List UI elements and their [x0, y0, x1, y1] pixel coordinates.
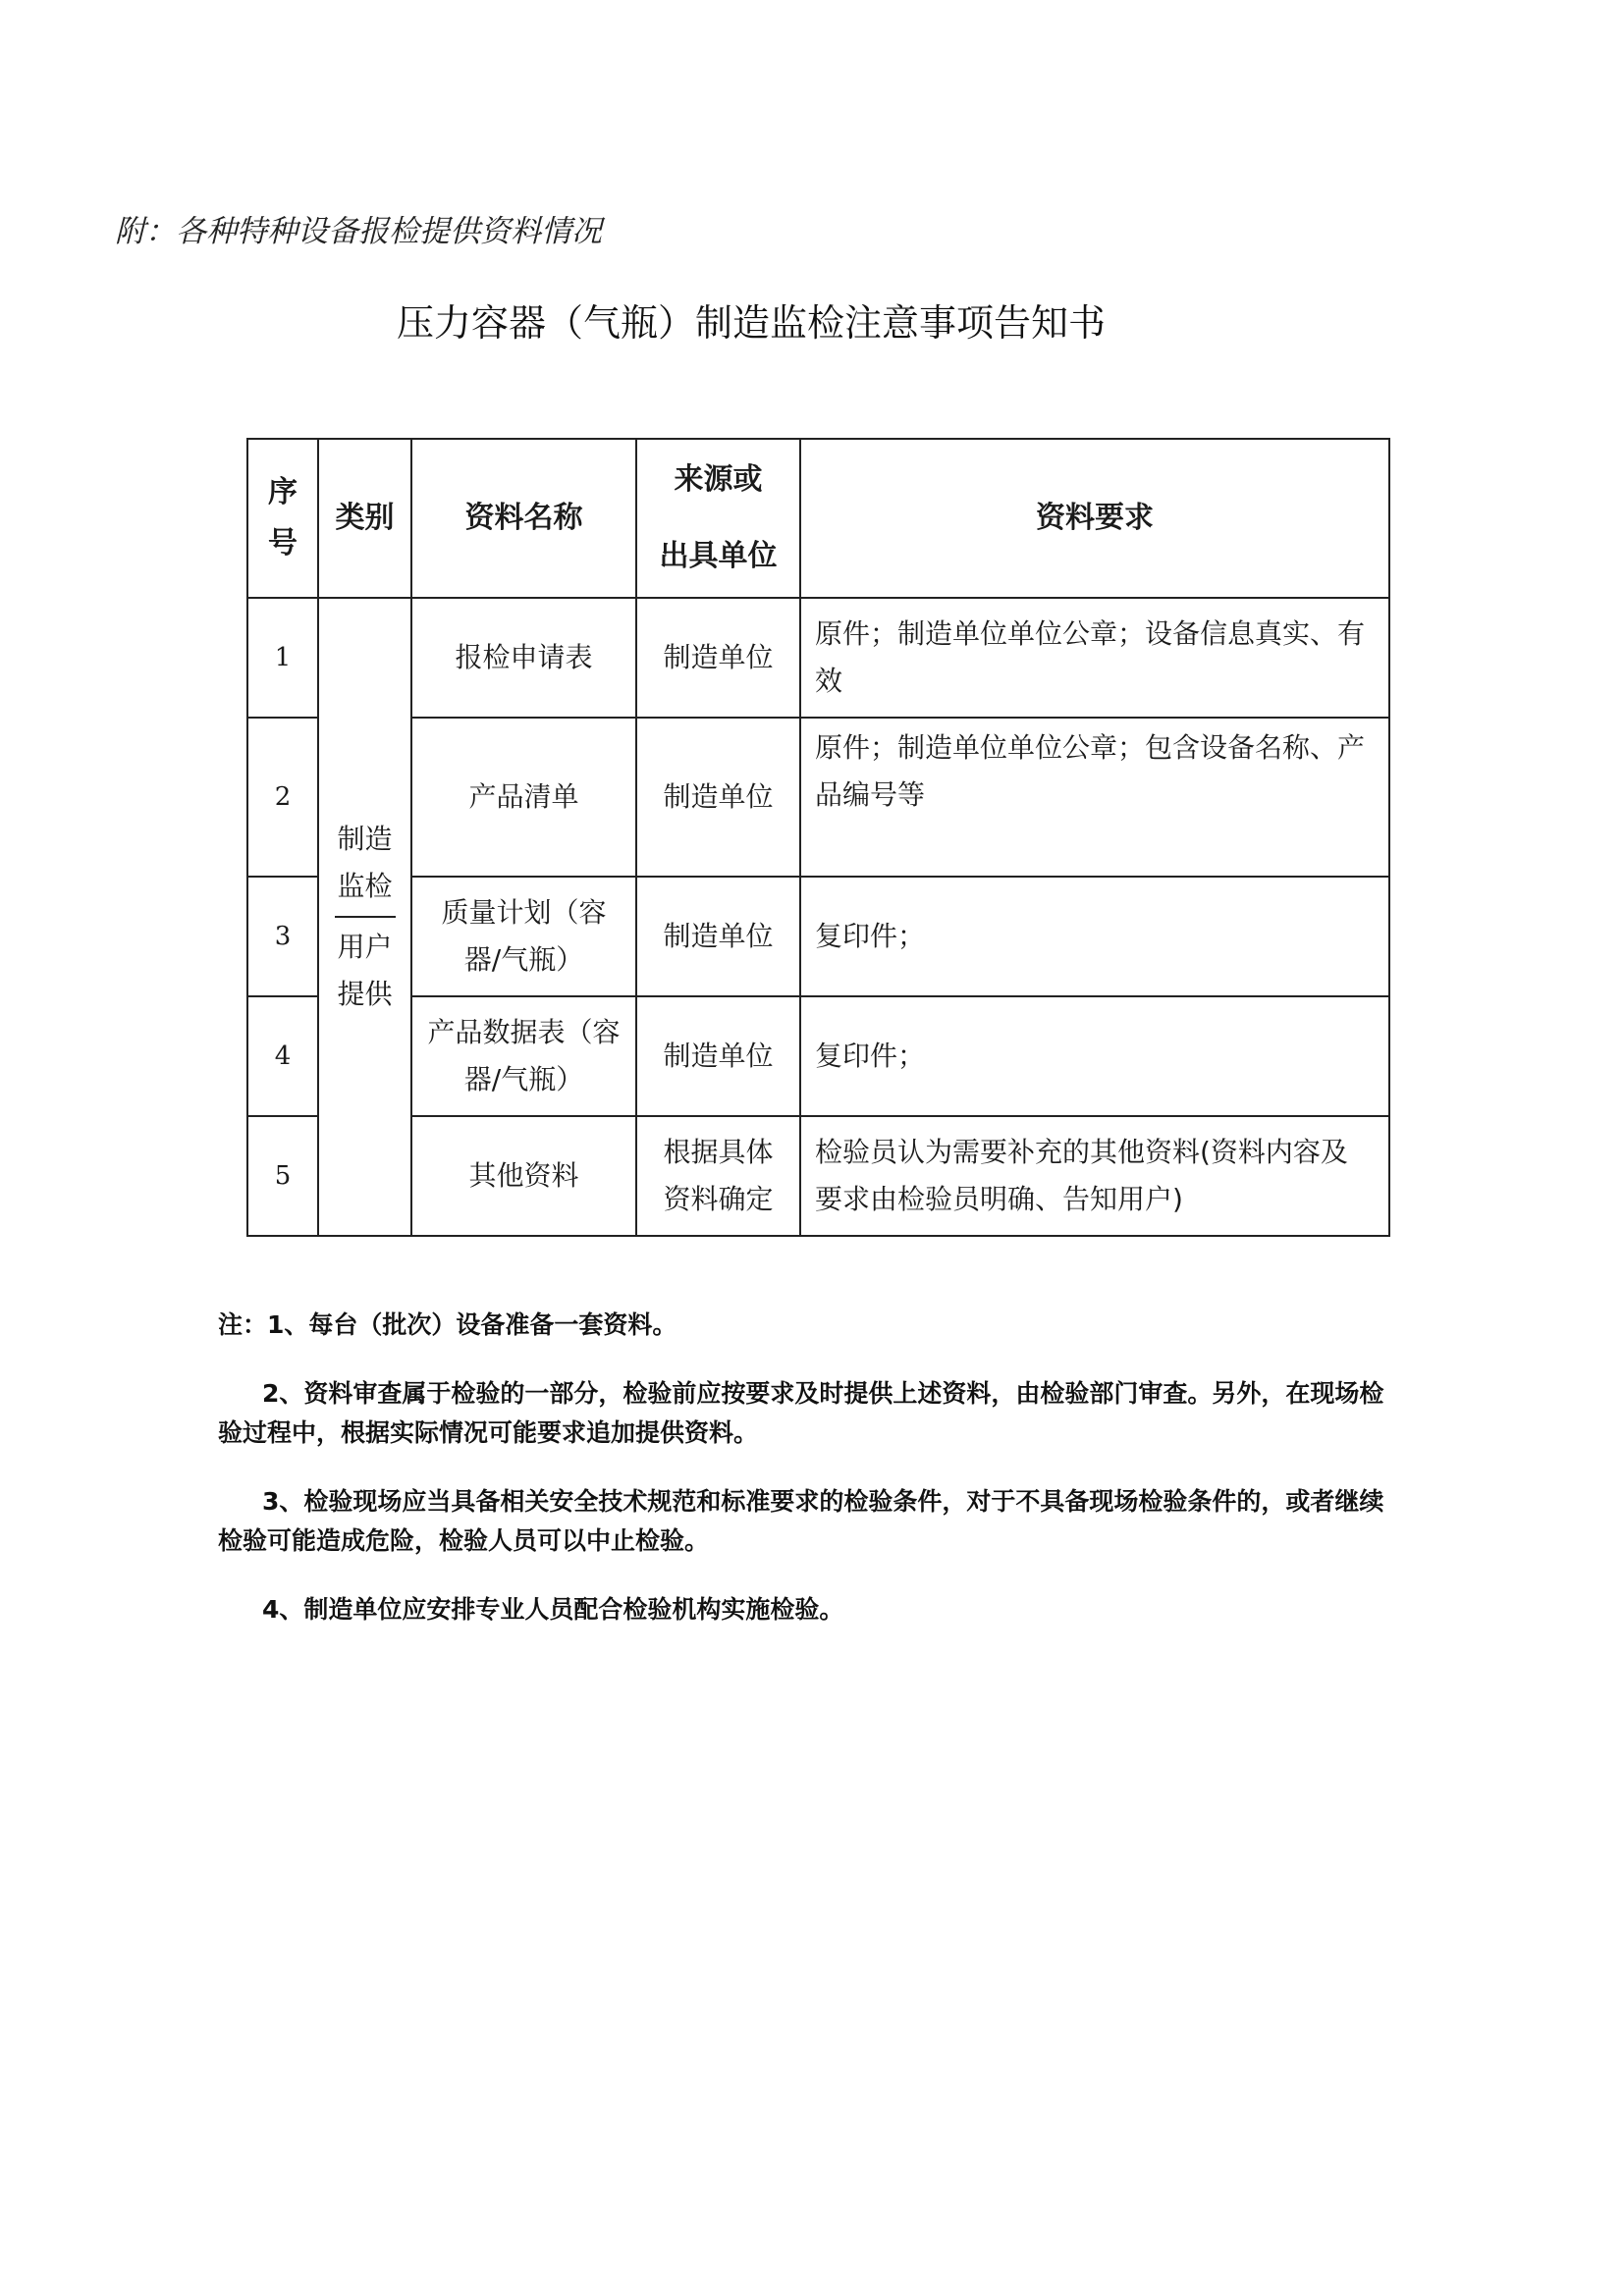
- appendix-note: 附：各种特种设备报检提供资料情况: [115, 214, 602, 249]
- row-no: 3: [247, 877, 318, 996]
- table-header-row: [247, 439, 1389, 598]
- row-requirement: 复印件；: [800, 877, 1389, 996]
- row-no: 1: [247, 598, 318, 718]
- header-requirement: 资料要求: [800, 439, 1389, 598]
- row-source: 制造单位: [636, 996, 800, 1116]
- header-category: 类别: [318, 439, 411, 598]
- table-row: [247, 718, 1389, 877]
- category-line1: 制造: [337, 823, 393, 855]
- row-requirement: 原件；制造单位单位公章；包含设备名称、产品编号等: [800, 718, 1389, 877]
- category-cell: [318, 598, 411, 1236]
- note-item: 注：1、每台（批次）设备准备一套资料。: [218, 1310, 677, 1339]
- note-item: 4、制造单位应安排专业人员配合检验机构实施检验。: [262, 1595, 844, 1624]
- note-item: 2、资料审查属于检验的一部分，检验前应按要求及时提供上述资料，由检验部门审查。另外，在现场检验过程中，根据实际情况可能要求追加提供资料。: [218, 1379, 1384, 1447]
- document-title: 压力容器（气瓶）制造监检注意事项告知书: [396, 301, 1106, 345]
- table-row: [247, 1116, 1389, 1236]
- header-source-line2: 出具单位: [659, 539, 778, 573]
- note-item: 3、检验现场应当具备相关安全技术规范和标准要求的检验条件，对于不具备现场检验条件的，或者继续检验可能造成危险，检验人员可以中止检验。: [218, 1487, 1384, 1555]
- row-name: 产品清单: [411, 718, 636, 877]
- row-source: 根据具体资料确定: [636, 1116, 800, 1236]
- table-row: [247, 598, 1389, 718]
- row-requirement: 检验员认为需要补充的其他资料(资料内容及要求由检验员明确、告知用户): [800, 1116, 1389, 1236]
- category-line4: 提供: [337, 978, 393, 1010]
- header-no-line2: 号: [268, 526, 298, 561]
- category-line3: 用户: [337, 931, 393, 963]
- notes-section: [218, 1306, 1396, 1659]
- row-no: 4: [247, 996, 318, 1116]
- row-requirement: 原件；制造单位单位公章；设备信息真实、有效: [800, 598, 1389, 718]
- row-name: 其他资料: [411, 1116, 636, 1236]
- row-no: 5: [247, 1116, 318, 1236]
- row-requirement: 复印件；: [800, 996, 1389, 1116]
- table-row: [247, 996, 1389, 1116]
- header-no-line1: 序: [268, 475, 298, 509]
- row-source: 制造单位: [636, 718, 800, 877]
- category-line2: 监检: [337, 870, 393, 902]
- header-name: 资料名称: [411, 439, 636, 598]
- row-no: 2: [247, 718, 318, 877]
- row-name: 产品数据表（容器/气瓶）: [411, 996, 636, 1116]
- header-no: [247, 439, 318, 598]
- requirements-table: [246, 438, 1390, 1237]
- row-name: 质量计划（容器/气瓶）: [411, 877, 636, 996]
- category-dash: [335, 916, 396, 918]
- row-source: 制造单位: [636, 598, 800, 718]
- header-source-line1: 来源或: [674, 462, 763, 497]
- table-row: [247, 877, 1389, 996]
- row-source: 制造单位: [636, 877, 800, 996]
- row-name: 报检申请表: [411, 598, 636, 718]
- header-source: [636, 439, 800, 598]
